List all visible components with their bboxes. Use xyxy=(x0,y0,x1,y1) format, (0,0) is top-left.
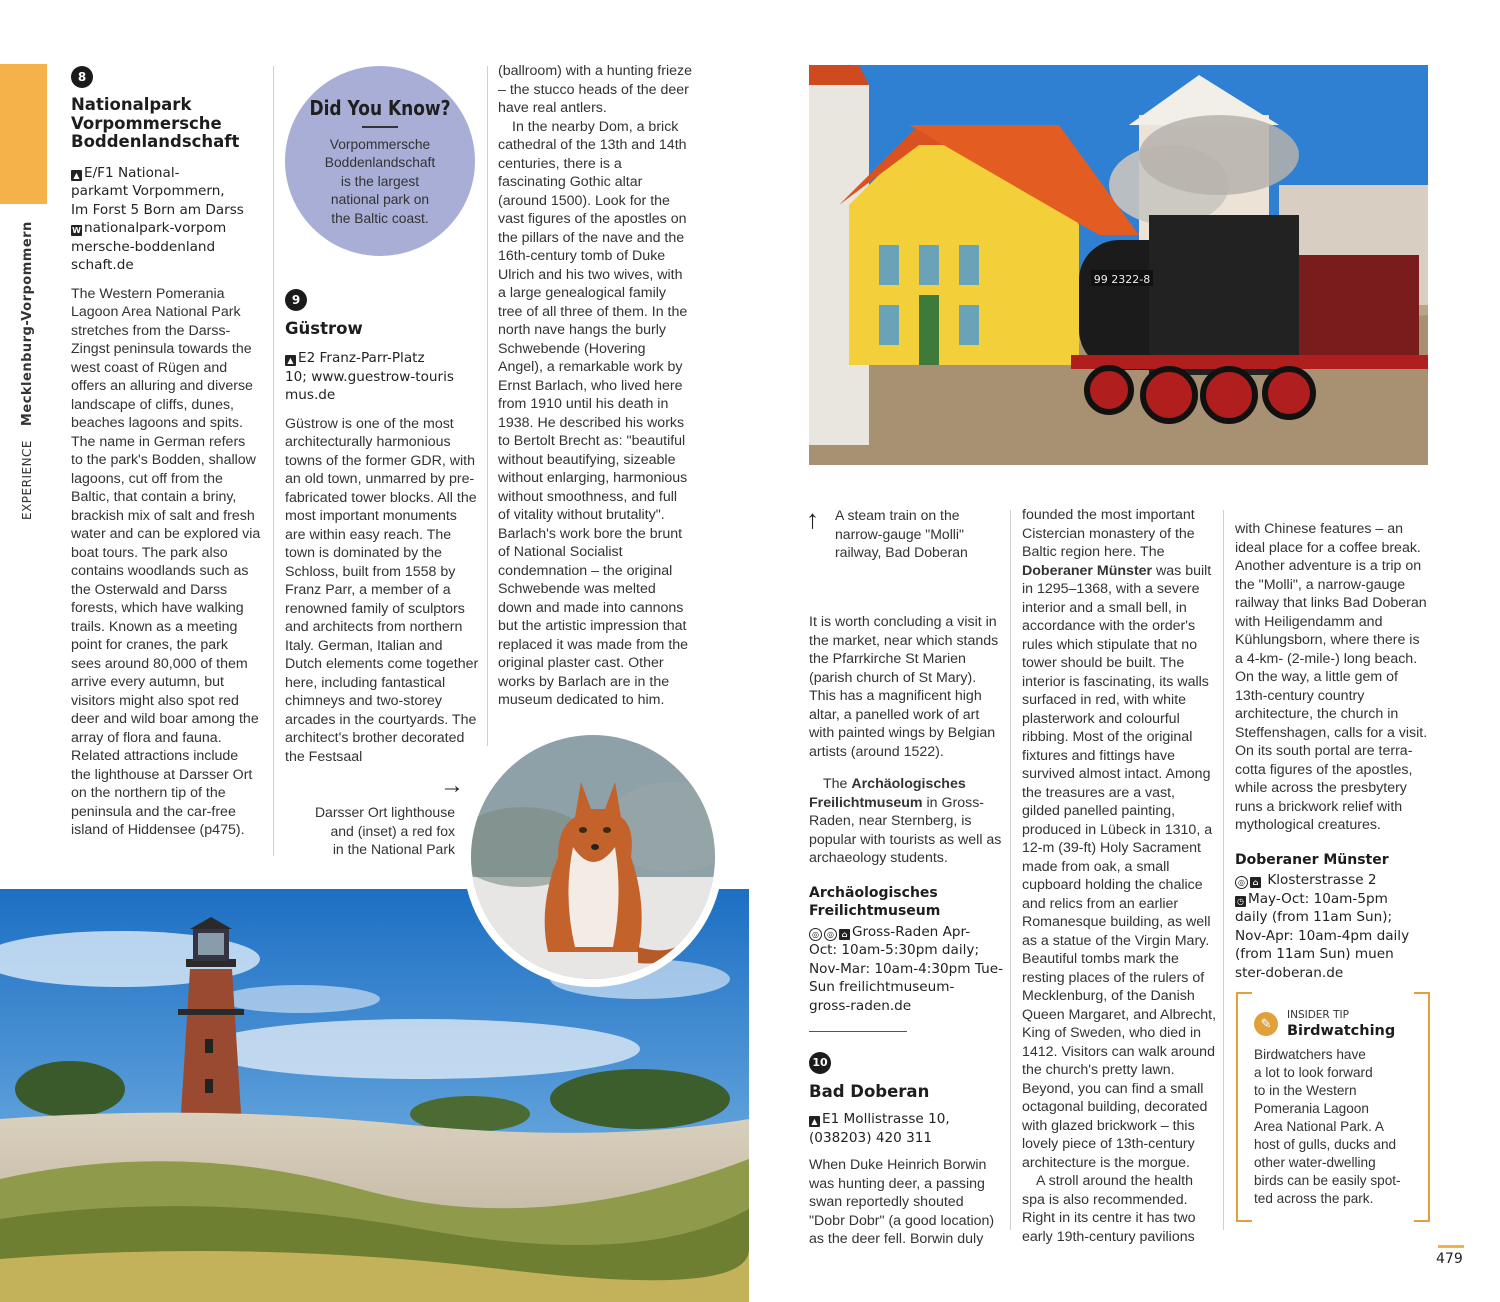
entry-body: Güstrow is one of the most architecturally harmonious towns of the former GDR, with an old town, unmarred by pre-fabricated tower blocks. All the most important monuments are within easy reach. The town is dominated by the Schloss, built from 1558 by Franz Parr, a member of a renowned family of sculptors and architects from northern Italy. German, Italian and Dutch elements come together here, including fantastical chimneys and two-storey arcades in the courtyards. The architect's brother decorated the Festsaal xyxy=(285,415,479,765)
column-divider xyxy=(273,66,274,856)
photo-caption: Darsser Ort lighthouse and (inset) a red fox in the National Park xyxy=(314,804,455,857)
tip-kicker: INSIDER TIP xyxy=(1287,1009,1349,1021)
entry-number-badge: 10 xyxy=(809,1052,831,1074)
website-link[interactable]: gross-raden.de xyxy=(809,997,912,1014)
column-divider xyxy=(1223,510,1224,1230)
page-number-accent xyxy=(1438,1245,1464,1248)
right-column-2 xyxy=(1022,506,1216,1246)
entry-body: The Western Pomerania Lagoon Area National Park stretches from the Darss-Zingst peninsula towards the west coast of Rügen and offers an alluring and diverse landscape of cliffs, dunes, beaches lagoons and spits. The name in German refers to the park's Bodden, shallow lagoons, cut off from the Baltic, that contain a briny, brackish mix of salt and fresh water and can be explored via boat tours. The park also contains woodlands such as the Osterwald and Darss forests, which have walking trails. Known as a meeting point for cranes, the park sees around 80,000 of them arrive every autumn, but visitors might also spot red deer and wild boar among the array of flora and fauna. Related attractions include the lighthouse at Darsser Ort on the northern tip of the peninsula and the car-free island of Hiddensee (p475). xyxy=(71,285,261,838)
side-tab-accent xyxy=(0,64,47,204)
museum-info: ◎ ◎ ⌂ Gross-Raden Apr- Oct: 10am-5:30pm daily; Nov-Mar: 10am-4:30pm Tue- Sun freilichtmuseum- gross-raden.de xyxy=(809,923,1003,1014)
clock-icon: ◷ xyxy=(1235,896,1246,907)
accessible-icon: ◎ xyxy=(824,928,837,941)
website-link[interactable]: nationalpark-vorpom xyxy=(84,220,227,236)
did-you-know-circle xyxy=(285,66,475,256)
photo-caption-arrow: → xyxy=(440,772,464,799)
entry-number-badge: 9 xyxy=(285,289,307,311)
tip-text: Birdwatchers have a lot to look forward to in the Western Pomerania Lagoon Area National Park. A host of gulls, ducks and other water-dwelling birds can be easily spot- ted across the park. xyxy=(1254,1047,1401,1206)
tip-corner xyxy=(1414,992,1428,994)
photo-caption-arrow: ↑ xyxy=(806,504,819,534)
steam-train-illustration xyxy=(809,65,1428,465)
entry-number-badge: 8 xyxy=(71,66,93,88)
paragraph: A stroll around the health spa is also recommended. Right in its centre it has two early 19th-century pavilions xyxy=(1022,1173,1196,1245)
paragraph: In the nearby Dom, a brick cathedral of the 13th and 14th centuries, there is a fascinating Gothic altar (around 1500). Look for the vast figures of the apostles on the pillars of the nave and the 16th-century tomb of Duke Ulrich and his two wives, with a large genealogical family tree of all three of them. In the north nave hangs the burly Schwebende (Hovering Angel), a remarkable work by Ernst Barlach, who lived here from 1910 until his death in 1938. He described his works to Bertolt Brecht as: "beautiful without beautifying, sizeable without enlarging, harmonious without smoothness, and full of vitality without brutality". Barlach's work bore the brunt of National Socialist condemnation – the original Schwebende was melted down and made into cannons but the artistic impression that replaced it was made from the original plaster cast. Other works by Barlach are in the museum dedicated to him. xyxy=(498,118,689,708)
tip-corner xyxy=(1238,1220,1252,1222)
speech-bubble-icon: ✎ xyxy=(1254,1012,1278,1036)
column-divider xyxy=(487,66,488,746)
section-rule xyxy=(809,1031,907,1032)
munster-title: Doberaner Münster xyxy=(1235,851,1389,868)
column-3-text xyxy=(498,62,692,710)
section-label: EXPERIENCE xyxy=(20,439,34,520)
insider-tip-box xyxy=(1236,992,1430,1222)
entry-title: Bad Doberan xyxy=(809,1082,930,1102)
did-you-know-text: Vorpommersche Boddenlandschaft is the largest national park on the Baltic coast. xyxy=(324,136,436,226)
loco-number-plate: 99 2322-8 xyxy=(1093,273,1151,286)
entry-title: Nationalpark Vorpommersche Boddenlandschaft xyxy=(71,95,240,151)
fox-inset-photo xyxy=(463,727,723,987)
page-number: 479 xyxy=(1436,1251,1463,1267)
did-you-know-rule xyxy=(362,126,398,128)
website-link[interactable]: 10; www.guestrow-touris xyxy=(285,368,454,385)
entry-9 xyxy=(285,289,479,766)
entry-info: ▲ E/F1 National- parkamt Vorpommern, Im Forst 5 Born am Darss W nationalpark-vorpom mersche-boddenland schaft.de xyxy=(71,164,244,273)
paragraph: founded the most important Cistercian monastery of the Baltic region here. The Doberaner Münster was built in 1295–1368, with a severe interior and a small bell, in accordance with the order's rules which stipulate that no tower should be built. The interior is fascinating, its walls surfaced in red, with white plasterwork and colourful ribbing. Most of the original fixtures and fittings have survived almost intact. Among the treasures are a vast, gilded panelled painting, produced in Lübeck in 1310, a 12-m (39-ft) Holy Sacrament made from oak, a small cupboard holding the chalice and relics from an earlier Romanesque building, as well as a statue of the Virgin Mary. Beautiful tombs mark the resting places of the rulers of Mecklenburg, of the Danish Queen Margaret, and Albrecht, King of Sweden, who died in 1412. Visitors can walk around the church's pretty lawn. Beyond, you can find a small octagonal building, decorated with glazed brickwork – this lovely piece of 13th-century architecture is the morgue. xyxy=(1022,507,1217,1171)
website-link[interactable]: (from 11am Sun) muen xyxy=(1235,946,1394,963)
map-ref-icon: ▲ xyxy=(71,170,82,181)
tip-corner xyxy=(1238,992,1252,994)
fox-illustration xyxy=(463,727,723,987)
entry-info: ▲ E2 Franz-Parr-Platz 10; www.guestrow-touris mus.de xyxy=(285,349,479,405)
paragraph: It is worth concluding a visit in the market, near which stands the Pfarrkirche St Marien (parish church of St Mary). This has a magnificent high altar, a panelled work of art with painted wings by Belgian artists (around 1522). xyxy=(809,614,999,760)
right-column-3 xyxy=(1235,506,1429,982)
museum-title: Archäologisches Freilichtmuseum xyxy=(809,884,941,920)
paragraph: (ballroom) with a hunting frieze – the stucco heads of the deer have real antlers. xyxy=(498,63,692,116)
web-icon: W xyxy=(72,226,81,235)
photo-caption: A steam train on the narrow-gauge "Molli" railway, Bad Doberan xyxy=(835,507,968,560)
did-you-know-title: Did You Know? xyxy=(309,96,451,120)
region-label: Mecklenburg-Vorpommern xyxy=(20,221,35,427)
section-running-head xyxy=(20,221,35,520)
tour-icon: ◎ xyxy=(809,928,822,941)
entry-title: Güstrow xyxy=(285,319,363,338)
paragraph: The Archäologisches Freilichtmuseum in Gross-Raden, near Sternberg, is popular with tourists as well as archaeology students. xyxy=(809,776,1002,867)
munster-info: ◎ ⌂ Klosterstrasse 2 ◷ May-Oct: 10am-5pm daily (from 11am Sun); Nov-Apr: 10am-4pm daily (from 11am Sun) muen ster-doberan.de xyxy=(1235,871,1429,982)
tip-title: Birdwatching xyxy=(1287,1023,1396,1039)
address-icon: ⌂ xyxy=(839,929,850,940)
train-photo xyxy=(809,65,1428,465)
entry-body: When Duke Heinrich Borwin was hunting deer, a passing swan reportedly shouted "Dobr Dobr" (a good location) as the deer fell. Borwin duly xyxy=(809,1157,995,1248)
entry-info: ▲ E1 Mollistrasse 10, (038203) 420 311 xyxy=(809,1111,950,1146)
address-icon: ⌂ xyxy=(1250,877,1261,888)
paragraph: with Chinese features – an ideal place for a coffee break. Another adventure is a trip on the "Molli", a narrow-gauge railway that links Bad Doberan with Heiligendamm and Kühlungsborn, where there is a 4-km- (2-mile-) long beach. On the way, a little gem of 13th-century country architecture, the church in Steffenshagen, calls for a visit. On its south portal are terra-cotta figures of the apostles, while across the presbytery runs a brickwork relief with mythological creatures. xyxy=(1235,521,1428,834)
tour-icon: ◎ xyxy=(1235,876,1248,889)
column-divider xyxy=(1010,510,1011,1230)
map-ref-icon: ▲ xyxy=(809,1116,820,1127)
tip-corner xyxy=(1414,1220,1428,1222)
right-column-1 xyxy=(809,599,1003,1263)
map-ref-icon: ▲ xyxy=(285,355,296,366)
entry-8 xyxy=(71,66,261,840)
